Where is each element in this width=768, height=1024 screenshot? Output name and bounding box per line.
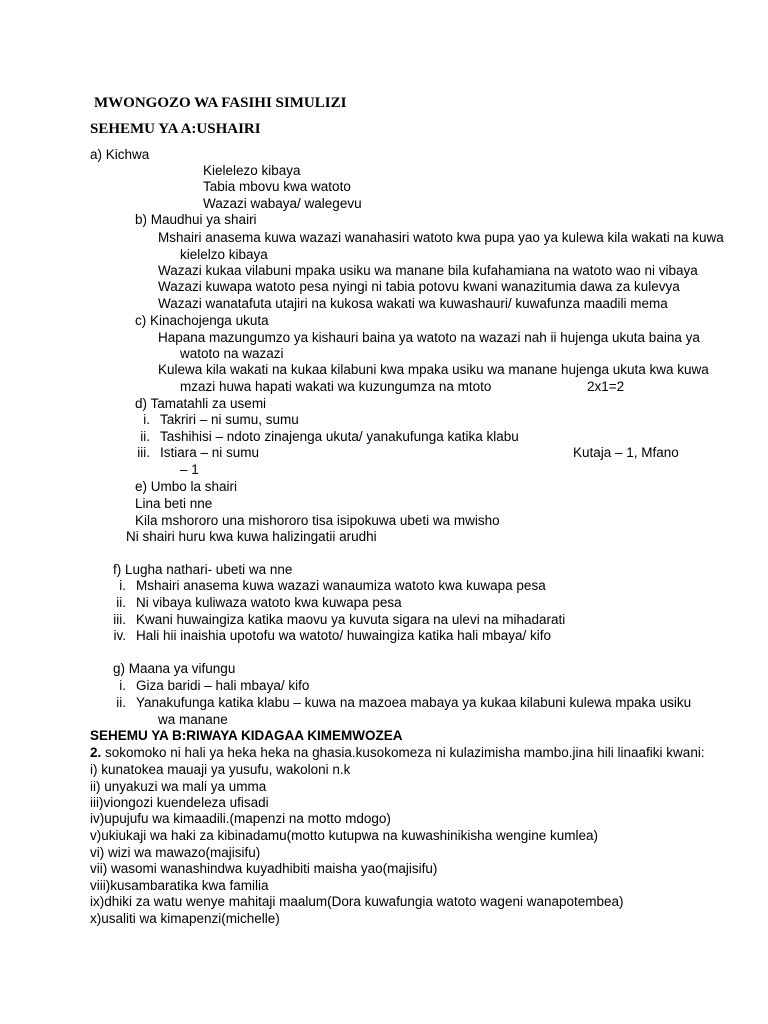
question-text: sokomoko ni hali ya heka heka na ghasia.kusokomeza ni kulazimisha mambo.jina hili linaafiki kwani: bbox=[101, 745, 705, 760]
item-e-line: Ni shairi huru kwa kuwa halizingatii arudhi bbox=[126, 529, 377, 544]
list-item bbox=[104, 578, 546, 594]
list-number: i. bbox=[143, 412, 150, 427]
item-d-label: d) Tamatahli za usemi bbox=[135, 396, 267, 411]
list-text: Tashihisi – ndoto zinajenga ukuta/ yanakufunga katika klabu bbox=[160, 429, 519, 444]
answer-line: iv)upujufu wa kimaadili.(mapenzi na motto mdogo) bbox=[90, 811, 391, 826]
list-number: ii. bbox=[116, 695, 126, 710]
list-item bbox=[104, 678, 309, 694]
item-b-line: Mshairi anasema kuwa wazazi wanahasiri watoto kwa pupa yao ya kulewa kila wakati na kuwa bbox=[158, 230, 724, 245]
answer-line: viii)kusambaratika kwa familia bbox=[90, 878, 269, 893]
answer-line: x)usaliti wa kimapenzi(michelle) bbox=[90, 911, 280, 926]
list-item bbox=[128, 412, 299, 428]
item-d-marks-cont: – 1 bbox=[180, 462, 199, 477]
list-number: iv. bbox=[113, 628, 126, 643]
list-text: Hali hii inaishia upotofu wa watoto/ huwaingiza katika hali mbaya/ kifo bbox=[136, 628, 551, 643]
item-g-label: g) Maana ya vifungu bbox=[113, 661, 236, 676]
answer-line: vii) wasomi wanashindwa kuyadhibiti maisha yao(majisifu) bbox=[90, 861, 438, 876]
document-title: MWONGOZO WA FASIHI SIMULIZI bbox=[94, 95, 347, 111]
list-text: Yanakufunga katika klabu – kuwa na mazoea mabaya ya kukaa kilabuni kulewa mpaka usiku bbox=[136, 695, 692, 710]
question-number: 2. bbox=[90, 745, 102, 760]
item-e-line: Lina beti nne bbox=[135, 496, 213, 511]
list-item bbox=[128, 429, 519, 445]
answer-line: v)ukiukaji wa haki za kibinadamu(motto kutupwa na kuwashinikisha wengine kumlea) bbox=[90, 828, 599, 843]
list-text: Mshairi anasema kuwa wazazi wanaumiza watoto kwa kuwapa pesa bbox=[136, 578, 546, 593]
item-e-label: e) Umbo la shairi bbox=[135, 479, 238, 494]
list-item bbox=[128, 445, 259, 461]
section-b-heading: SEHEMU YA B:RIWAYA KIDAGAA KIMEMWOZEA bbox=[90, 728, 403, 743]
answer-line: ii) unyakuzi wa mali ya umma bbox=[90, 779, 267, 794]
item-b-label: b) Maudhui ya shairi bbox=[135, 212, 257, 227]
item-a-line: Tabia mbovu kwa watoto bbox=[203, 179, 351, 194]
item-b-line: Wazazi wanatafuta utajiri na kukosa wakati wa kuwashauri/ kuwafunza maadili mema bbox=[158, 296, 668, 311]
list-item bbox=[104, 628, 551, 644]
list-number: ii. bbox=[116, 595, 126, 610]
item-e-line: Kila mshororo una mishororo tisa isipokuwa ubeti wa mwisho bbox=[135, 513, 500, 528]
list-text: Takriri – ni sumu, sumu bbox=[160, 412, 299, 427]
item-b-line: Wazazi kuwapa watoto pesa nyingi ni tabia potovu kwani wanazitumia dawa za kulevya bbox=[158, 279, 680, 294]
list-text: Ni vibaya kuliwaza watoto kwa kuwapa pesa bbox=[136, 595, 402, 610]
list-item bbox=[104, 695, 691, 711]
list-item bbox=[104, 612, 565, 628]
question bbox=[90, 745, 705, 761]
item-b-line: kielelzo kibaya bbox=[180, 247, 268, 262]
answer-line: i) kunatokea mauaji ya yusufu, wakoloni n.k bbox=[90, 762, 351, 777]
item-f-label: f) Lugha nathari- ubeti wa nne bbox=[113, 562, 293, 577]
item-a-label: a) Kichwa bbox=[90, 147, 150, 162]
list-text: Istiara – ni sumu bbox=[160, 445, 260, 460]
list-item bbox=[104, 595, 402, 611]
answer-line: ix)dhiki za watu wenye mahitaji maalum(Dora kuwafungia watoto wageni wanapotembea) bbox=[90, 894, 624, 909]
list-text: Kwani huwaingiza katika maovu ya kuvuta sigara na ulevi na mihadarati bbox=[136, 612, 566, 627]
item-a-line: Kielelezo kibaya bbox=[203, 163, 301, 178]
answer-line: vi) wizi wa mawazo(majisifu) bbox=[90, 845, 261, 860]
list-text: Giza baridi – hali mbaya/ kifo bbox=[136, 678, 310, 693]
item-b-line: Wazazi kukaa vilabuni mpaka usiku wa manane bila kufahamiana na watoto wao ni vibaya bbox=[158, 263, 698, 278]
item-c-line: mzazi huwa hapati wakati wa kuzungumza na mtoto bbox=[180, 379, 492, 394]
item-c-label: c) Kinachojenga ukuta bbox=[135, 313, 269, 328]
item-g-continuation: wa manane bbox=[158, 712, 228, 727]
item-c-line: Hapana mazungumzo ya kishauri baina ya watoto na wazazi nah ii hujenga ukuta baina ya bbox=[158, 330, 700, 345]
section-a-heading: SEHEMU YA A:USHAIRI bbox=[90, 121, 261, 137]
list-number: i. bbox=[119, 578, 126, 593]
list-number: iii. bbox=[137, 445, 150, 460]
item-a-line: Wazazi wabaya/ walegevu bbox=[203, 196, 362, 211]
answer-line: iii)viongozi kuendeleza ufisadi bbox=[90, 795, 269, 810]
item-c-line: watoto na wazazi bbox=[180, 346, 284, 361]
item-d-marks: Kutaja – 1, Mfano bbox=[573, 445, 679, 460]
list-number: iii. bbox=[113, 612, 126, 627]
item-c-line: Kulewa kila wakati na kukaa kilabuni kwa mpaka usiku wa manane hujenga ukuta kwa kuwa bbox=[158, 362, 709, 377]
list-number: i. bbox=[119, 678, 126, 693]
list-number: ii. bbox=[140, 429, 150, 444]
item-c-marks: 2x1=2 bbox=[587, 379, 625, 394]
